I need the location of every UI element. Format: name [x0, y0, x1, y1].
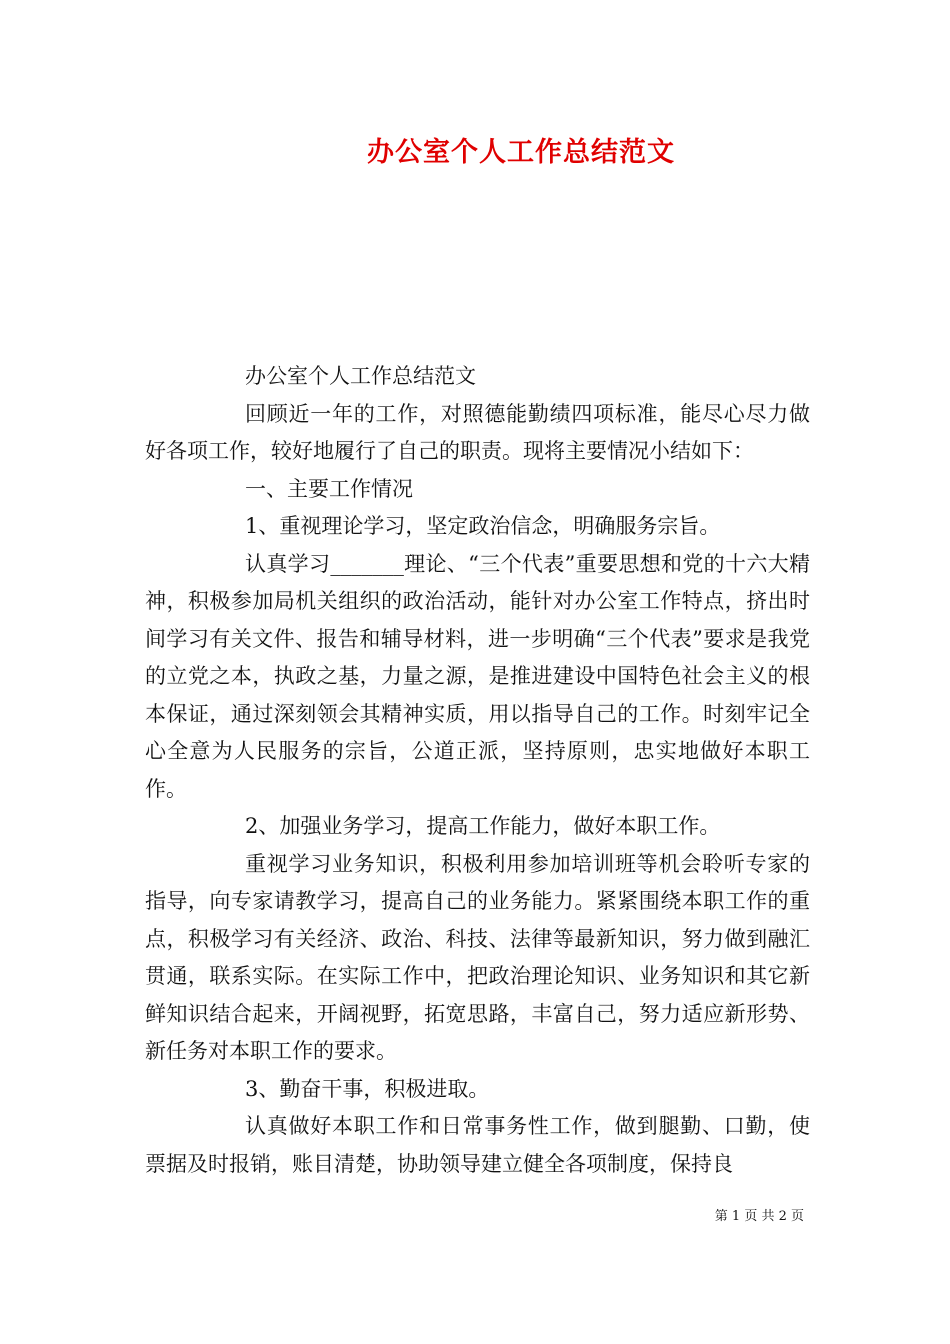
page-number: 第 1 页 共 2 页	[714, 1209, 804, 1224]
document-title: 办公室个人工作总结范文	[367, 137, 675, 168]
subheading-3: 3、勤奋干事，积极进取。	[245, 1076, 490, 1101]
document-body	[145, 358, 810, 1183]
subheading-2: 2、加强业务学习，提高工作能力，做好本职工作。	[245, 814, 721, 838]
paragraph-intro: 回顾近一年的工作，对照德能勤绩四项标准，能尽心尽力做好各项工作，较好地履行了自己的职责。现将主要情况小结如下：	[145, 401, 810, 463]
subheading-1: 1、重视理论学习，坚定政治信念，明确服务宗旨。	[245, 514, 721, 538]
paragraph-1: 认真学习_______理论、“三个代表”重要思想和党的十六大精神，积极参加局机关组织的政治活动，能针对办公室工作特点，挤出时间学习有关文件、报告和辅导材料，进一步明确“三个代表”要求是我党的立党之本，执政之基，力量之源，是推进建设中国特色社会主义的根本保证，通过深刻领会其精神实质，用以指导自己的工作。时刻牢记全心全意为人民服务的宗旨，公道正派，坚持原则，忠实地做好本职工作。	[145, 551, 810, 801]
paragraph-2: 重视学习业务知识，积极利用参加培训班等机会聆听专家的指导，向专家请教学习，提高自己的业务能力。紧紧围绕本职工作的重点，积极学习有关经济、政治、科技、法律等最新知识，努力做到融汇贯通，联系实际。在实际工作中，把政治理论知识、业务知识和其它新鲜知识结合起来，开阔视野，拓宽思路，丰富自己，努力适应新形势、新任务对本职工作的要求。	[145, 851, 810, 1063]
paragraph-3: 认真做好本职工作和日常事务性工作，做到腿勤、口勤，使票据及时报销，账目清楚，协助领导建立健全各项制度，保持良	[145, 1114, 810, 1176]
paragraph-heading: 办公室个人工作总结范文	[245, 364, 476, 388]
section-heading: 一、主要工作情况	[245, 476, 413, 501]
